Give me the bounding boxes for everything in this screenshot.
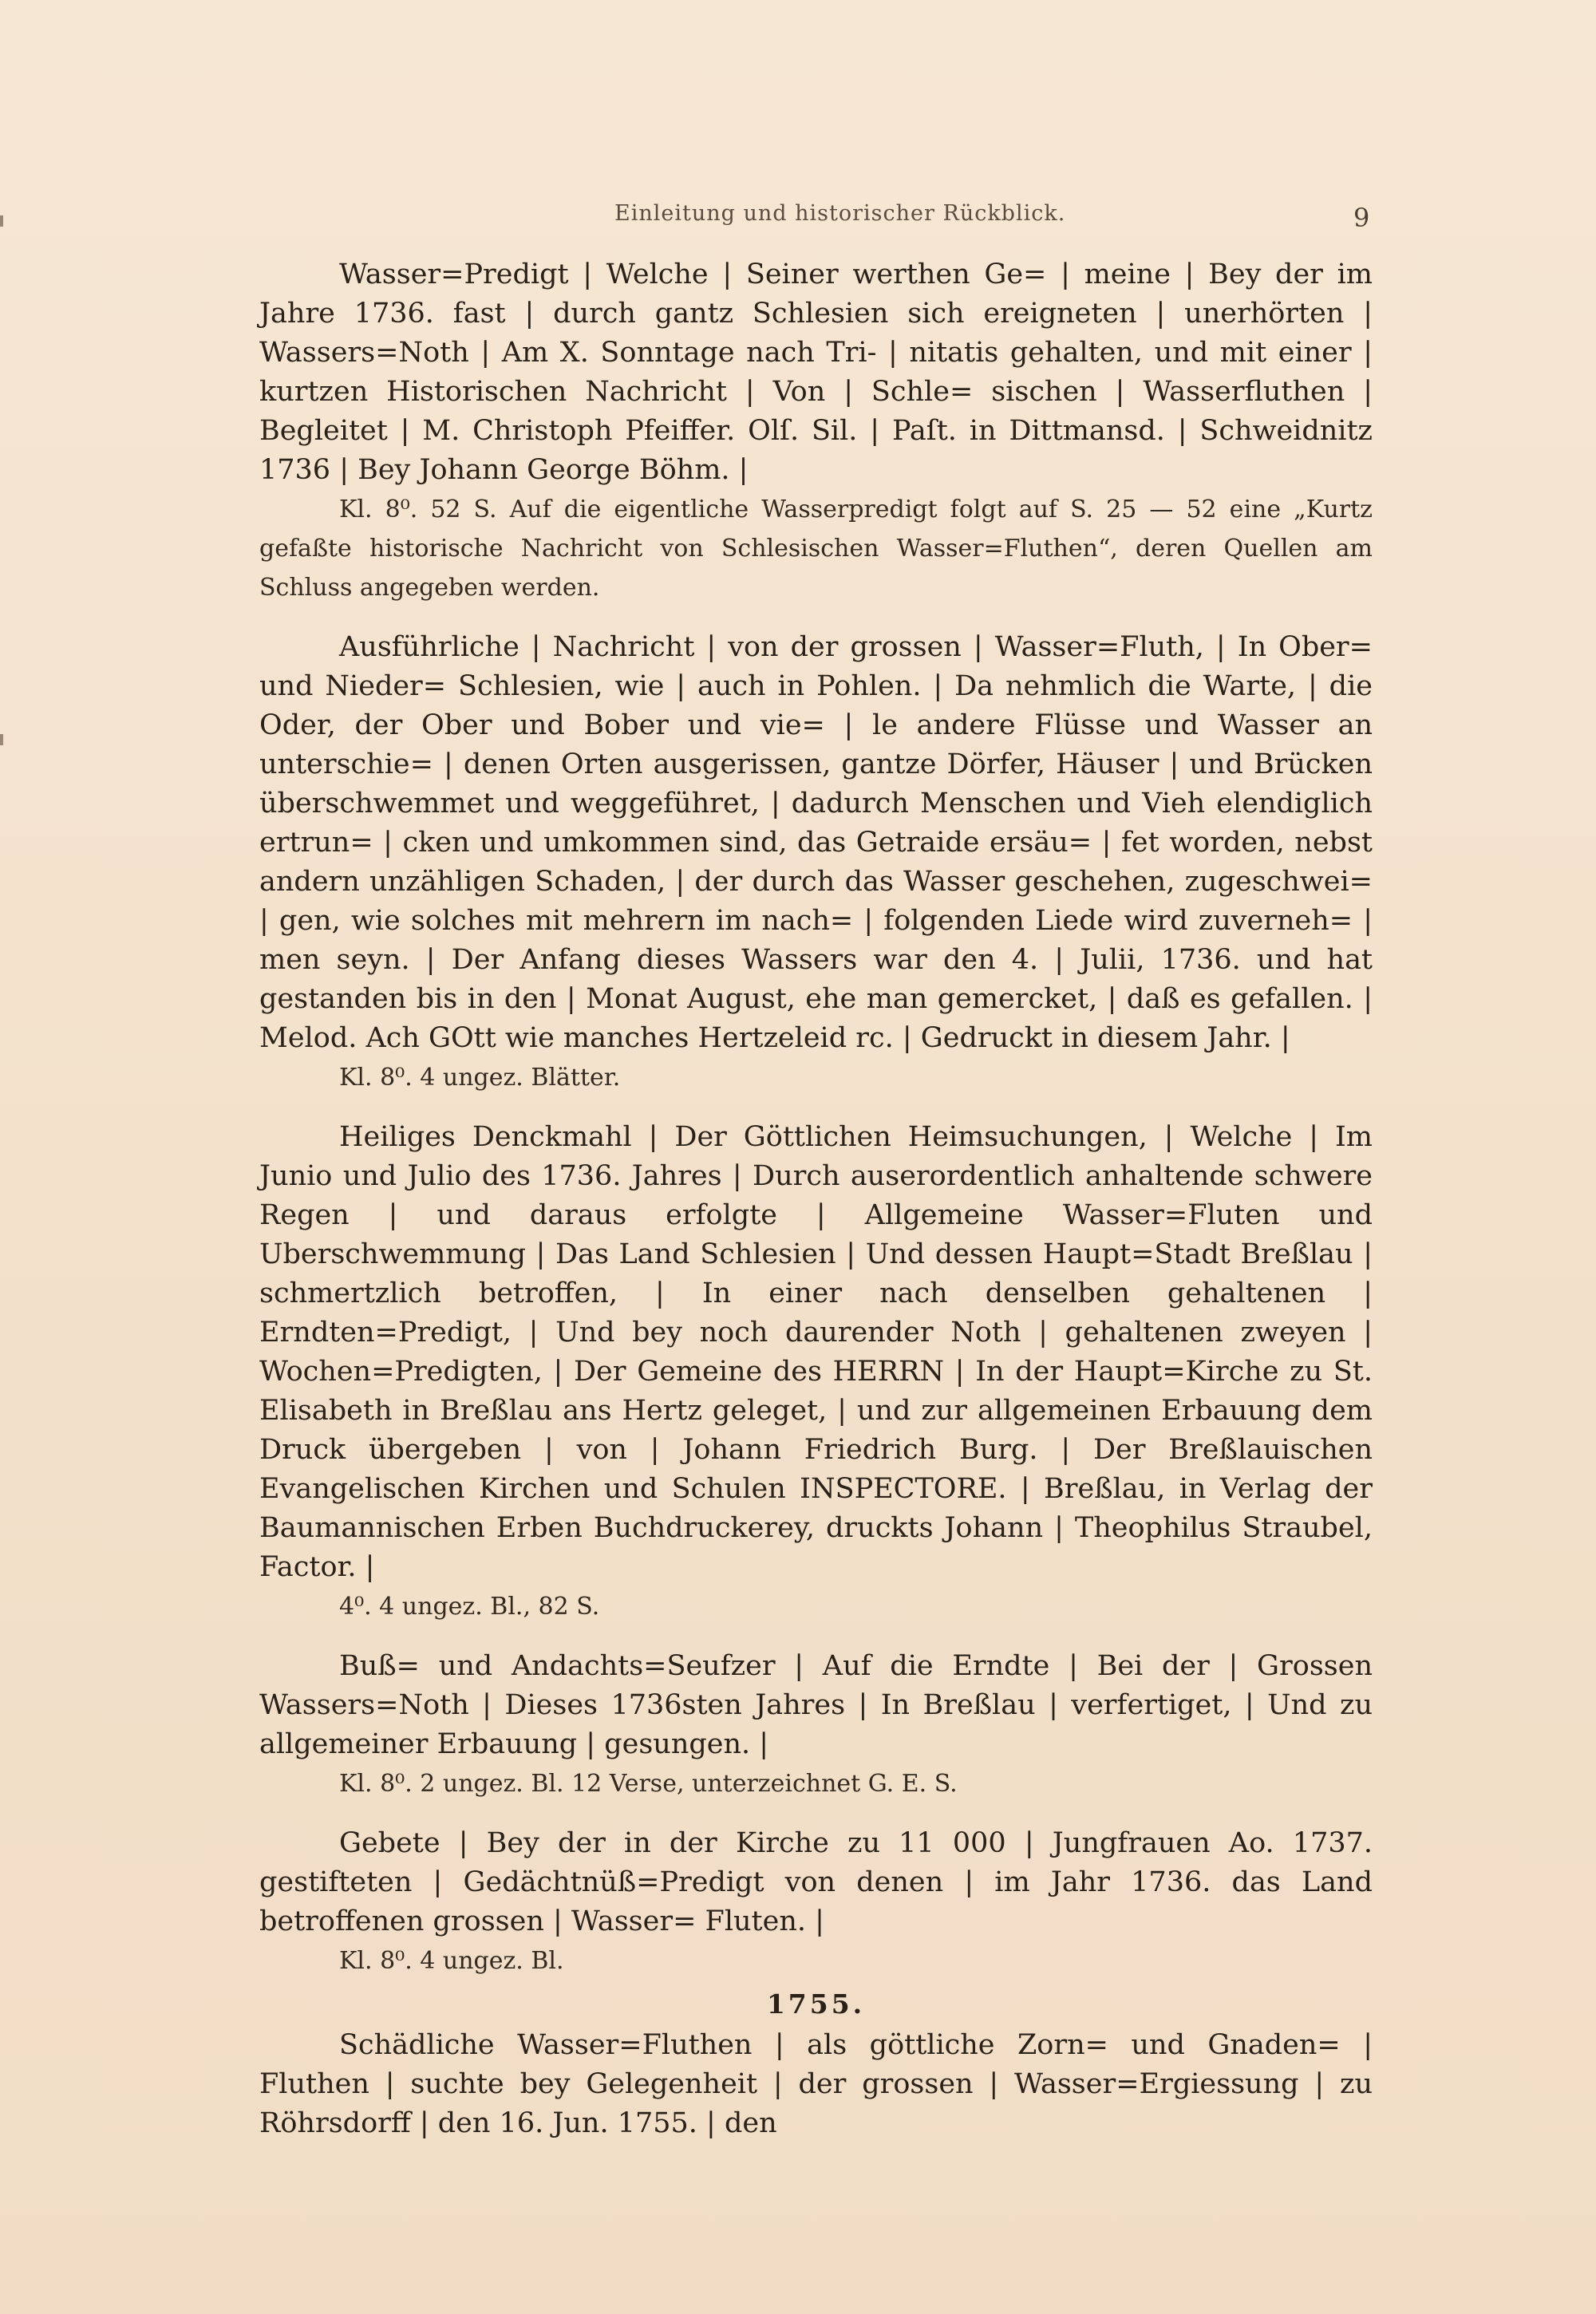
page-number: 9 — [1353, 203, 1370, 233]
entry-note: Kl. 8⁰. 2 ungez. Bl. 12 Verse, unterzeichnet G. E. S. — [339, 1770, 958, 1798]
section-year-heading: 1755. — [766, 1988, 866, 2020]
running-title: Einleitung und historischer Rückblick. — [614, 201, 1066, 226]
entry-title: Wasser=Predigt | Welche | Seiner werthen Ge= | meine | Bey der im Jahre 1736. fast | durch gantz Schlesien sich ereigneten | unerhörten | Wassers=Noth | Am X. Sonntage nach Tri- | nitatis gehalten, und mit einer | kurtzen Historischen Nachricht | Von | Schle= sischen | Wasserfluthen | Begleitet | M. Christoph Pfeiffer. Olſ. Sil. | Paſt. in Dittmansd. | Schweidnitz 1736 | Bey Johann George Böhm. | — [259, 259, 1373, 486]
entry-note: Kl. 8⁰. 52 S. Auf die eigentliche Wasserpredigt folgt auf S. 25 — 52 eine „Kurtz gefaßte historische Nachricht von Schlesischen Wasser=Fluthen“, deren Quellen am Schluss angegeben werden. — [259, 496, 1373, 602]
entry-note: Kl. 8⁰. 4 ungez. Blätter. — [339, 1064, 621, 1092]
page-edge-mark — [0, 215, 3, 227]
entry-note: 4⁰. 4 ungez. Bl., 82 S. — [339, 1593, 600, 1621]
entry-title: Gebete | Bey der in der Kirche zu 11 000 | Jungfrauen Ao. 1737. gestifteten | Gedächtnüß=Predigt von denen | im Jahr 1736. das Land betroffenen grossen | Wasser= Fluten. | — [259, 1827, 1373, 1937]
entry-title: Ausführliche | Nachricht | von der grossen | Wasser=Fluth, | In Ober= und Nieder= Schlesien, wie | auch in Pohlen. | Da nehmlich die Warte, | die Oder, der Ober und Bober und vie= | le andere Flüsse und Wasser an unterschie= | denen Orten ausgerissen, gantze Dörfer, Häuser | und Brücken überschwemmet und weggeführet, | dadurch Menschen und Vieh elendiglich ertrun= | cken und umkommen sind, das Getraide ersäu= | fet worden, nebst andern unzähligen Schaden, | der durch das Wasser geschehen, zugeschwei= | gen, wie solches mit mehrern im nach= | folgenden Liede wird zuverneh= | men seyn. | Der Anfang dieses Wassers war den 4. | Julii, 1736. und hat gestanden bis in den | Monat August, ehe man gemercket, | daß es gefallen. | Melod. Ach GOtt wie manches Hertzeleid rc. | Gedruckt in diesem Jahr. | — [259, 631, 1373, 1054]
page-edge-mark — [0, 734, 3, 745]
entry-title: Buß= und Andachts=Seufzer | Auf die Erndte | Bei der | Grossen Wassers=Noth | Dieses 1736sten Jahres | In Breßlau | verfertiget, | Und zu allgemeiner Erbauung | gesungen. | — [259, 1650, 1373, 1760]
entry-title: Heiliges Denckmahl | Der Göttlichen Heimsuchungen, | Welche | Im Junio und Julio des 1736. Jahres | Durch auserordentlich anhaltende schwere Regen | und daraus erfolgte | Allgemeine Wasser=Fluten und Uberschwemmung | Das Land Schlesien | Und dessen Haupt=Stadt Breßlau | schmertzlich betroffen, | In einer nach denselben gehaltenen | Erndten=Predigt, | Und bey noch daurender Noth | gehaltenen zweyen | Wochen=Predigten, | Der Gemeine des HERRN | In der Haupt=Kirche zu St. Elisabeth in Breßlau ans Hertz geleget, | und zur allgemeinen Erbauung dem Druck übergeben | von | Johann Friedrich Burg. | Der Breßlauischen Evangelischen Kirchen und Schulen INSPECTORE. | Breßlau, in Verlag der Baumannischen Erben Buchdruckerey, druckts Johann | Theophilus Straubel, Factor. | — [259, 1121, 1373, 1583]
body-text — [259, 255, 1373, 2143]
entry-title: Schädliche Wasser=Fluthen | als göttliche Zorn= und Gnaden= | Fluthen | suchte bey Gelegenheit | der grossen | Wasser=Ergiessung | zu Röhrsdorff | den 16. Jun. 1755. | den — [259, 2029, 1373, 2139]
entry-note: Kl. 8⁰. 4 ungez. Bl. — [339, 1947, 564, 1975]
